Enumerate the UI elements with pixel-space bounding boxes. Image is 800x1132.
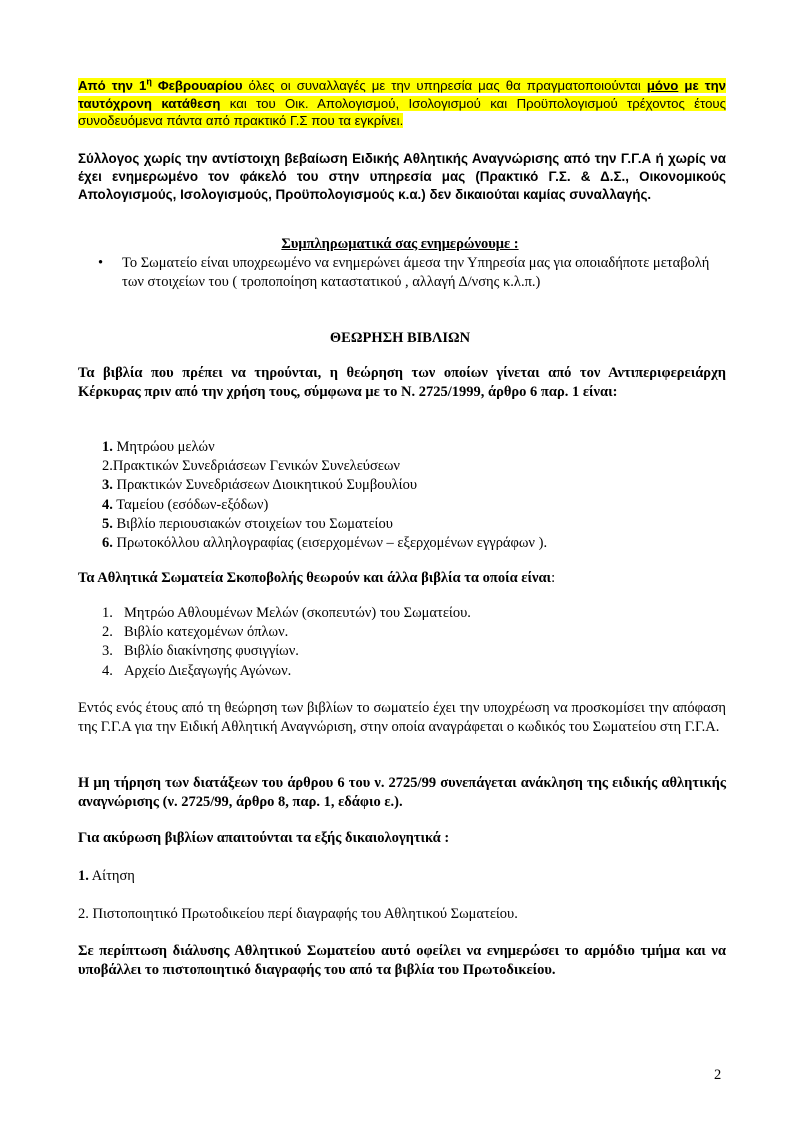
dissolution-paragraph: Σε περίπτωση διάλυσης Αθλητικού Σωματείου αυτό οφείλει να ενημερώσει το αρμόδιο τμήμα και να υποβάλλει το πιστοποιητικό διαγραφής του από τα βιβλία του Πρωτοδικείου. — [78, 943, 726, 978]
list-item — [102, 476, 547, 495]
books-heading: ΘΕΩΡΗΣΗ ΒΙΒΛΙΩΝ — [329, 330, 471, 346]
shooting-heading-colon: : — [551, 570, 556, 586]
list-text: Μητρώου μελών — [112, 439, 215, 455]
list-text: Πρακτικών Συνεδριάσεων Γενικών Συνελεύσεων — [112, 458, 400, 475]
highlighted-notice — [78, 77, 726, 130]
notice-text-2: και του Οικ. Απολογισμού, Ισολογισμού και Προϋπολογισμού τρέχοντος έτους συνοδευόμενα πάντα από πρακτικό Γ.Σ που τα εγκρίνει. — [78, 95, 726, 128]
list-text: Μητρώο Αθλουμένων Μελών (σκοπευτών) του Σωματείου. — [124, 605, 471, 621]
cancellation-heading: Για ακύρωση βιβλίων απαιτούνται τα εξής δικαιολογητικά : — [78, 830, 450, 846]
list-item — [102, 534, 547, 553]
notice-emphasis-deposit: με την ταυτόχρονη κατάθεση — [78, 78, 726, 111]
list-item — [102, 438, 547, 457]
list-text: Ταμείου (εσόδων-εξόδων) — [112, 496, 269, 513]
list-text: Πρωτοκόλλου αλληλογραφίας (εισερχομένων – εξερχομένων εγγράφων ). — [112, 535, 548, 552]
notice-text-1: όλες οι συναλλαγές με την υπηρεσία μας θα πραγματοποιούνται — [242, 78, 647, 93]
list-number: 4. — [102, 496, 113, 513]
supplementary-list — [98, 254, 728, 292]
list-number: 1. — [78, 868, 89, 884]
list-item — [102, 662, 471, 681]
list-item — [102, 604, 471, 623]
list-number: 3. — [102, 643, 113, 660]
violation-paragraph: Η μη τήρηση των διατάξεων του άρθρου 6 του ν. 2725/99 συνεπάγεται ανάκληση της ειδικής αθλητικής αναγνώρισης (ν. 2725/99, άρθρο 8, παρ. 1, εδάφιο ε.). — [78, 775, 726, 810]
list-number: 2. — [102, 458, 113, 475]
notice-date-part: Από την 1 — [78, 78, 147, 93]
list-item — [102, 623, 471, 642]
association-warning: Σύλλογος χωρίς την αντίστοιχη βεβαίωση Ειδικής Αθλητικής Αναγνώρισης από την Γ.Γ.Α ή χωρίς να έχει ενημερωμένο τον φάκελό του στην υπηρεσία μας (Πρακτικό Γ.Σ. & Δ.Σ., Οικονομικούς Απολογισμούς, Ισολογισμούς, Προϋπολογισμούς κ.α.) δεν δικαιούται καμίας συναλλαγής. — [78, 151, 726, 202]
list-number: 5. — [102, 515, 113, 532]
shooting-clubs-heading — [78, 570, 726, 587]
notice-month: Φεβρουαρίου — [151, 78, 243, 93]
shooting-books-list — [102, 604, 471, 681]
notice-superscript: η — [146, 76, 152, 87]
list-text: Αρχείο Διεξαγωγής Αγώνων. — [124, 662, 292, 679]
list-item — [102, 457, 547, 476]
books-intro: Τα βιβλία που πρέπει να τηρούνται, η θεώρηση των οποίων γίνεται από τον Αντιπεριφερειάρχη Κέρκυρας πριν από την χρήση τους, σύμφωνα με το Ν. 2725/1999, άρθρο 6 παρ. 1 είναι: — [78, 365, 726, 400]
list-item — [102, 515, 547, 534]
page-number: 2 — [714, 1067, 722, 1083]
supplementary-heading: Συμπληρωματικά σας ενημερώνουμε : — [281, 236, 519, 252]
list-number: 4. — [102, 662, 113, 679]
list-text: Βιβλίο κατεχομένων όπλων. — [124, 624, 289, 641]
list-text: Πρακτικών Συνεδριάσεων Διοικητικού Συμβουλίου — [112, 477, 417, 494]
list-text: Αίτηση — [88, 868, 135, 884]
list-number: 1. — [102, 605, 113, 621]
list-number: 3. — [102, 477, 113, 494]
list-text: Βιβλίο διακίνησης φυσιγγίων. — [124, 643, 299, 660]
notice-emphasis-only: μόνο — [646, 78, 679, 93]
cancellation-item-1 — [78, 868, 726, 885]
list-number: 6. — [102, 535, 113, 552]
list-item — [102, 496, 547, 515]
list-number: 1. — [102, 439, 113, 455]
deadline-paragraph: Εντός ενός έτους από τη θεώρηση των βιβλίων το σωματείο έχει την υποχρέωση να προσκομίσει την απόφαση της Γ.Γ.Α για την Ειδική Αθλητική Αναγνώριση, στην οποία αναγράφεται ο κωδικός του Σωματείου στη Γ.Γ.Α. — [78, 700, 726, 736]
cancellation-item-2: 2. Πιστοποιητικό Πρωτοδικείου περί διαγραφής του Αθλητικού Σωματείου. — [78, 906, 518, 922]
list-item: • Το Σωματείο είναι υποχρεωμένο να ενημερώνει άμεσα την Υπηρεσία μας για οποιαδήποτε μεταβολή των στοιχείων του ( τροποποίηση καταστατικού , αλλαγή Δ/νσης κ.λ.π.) — [98, 254, 728, 292]
list-item — [102, 642, 471, 661]
books-list — [102, 438, 547, 553]
list-text: Βιβλίο περιουσιακών στοιχείων του Σωματείου — [112, 515, 393, 532]
list-number: 2. — [102, 624, 113, 641]
shooting-heading-text: Τα Αθλητικά Σωματεία Σκοποβολής θεωρούν και άλλα βιβλία τα οποία είναι — [78, 570, 552, 586]
